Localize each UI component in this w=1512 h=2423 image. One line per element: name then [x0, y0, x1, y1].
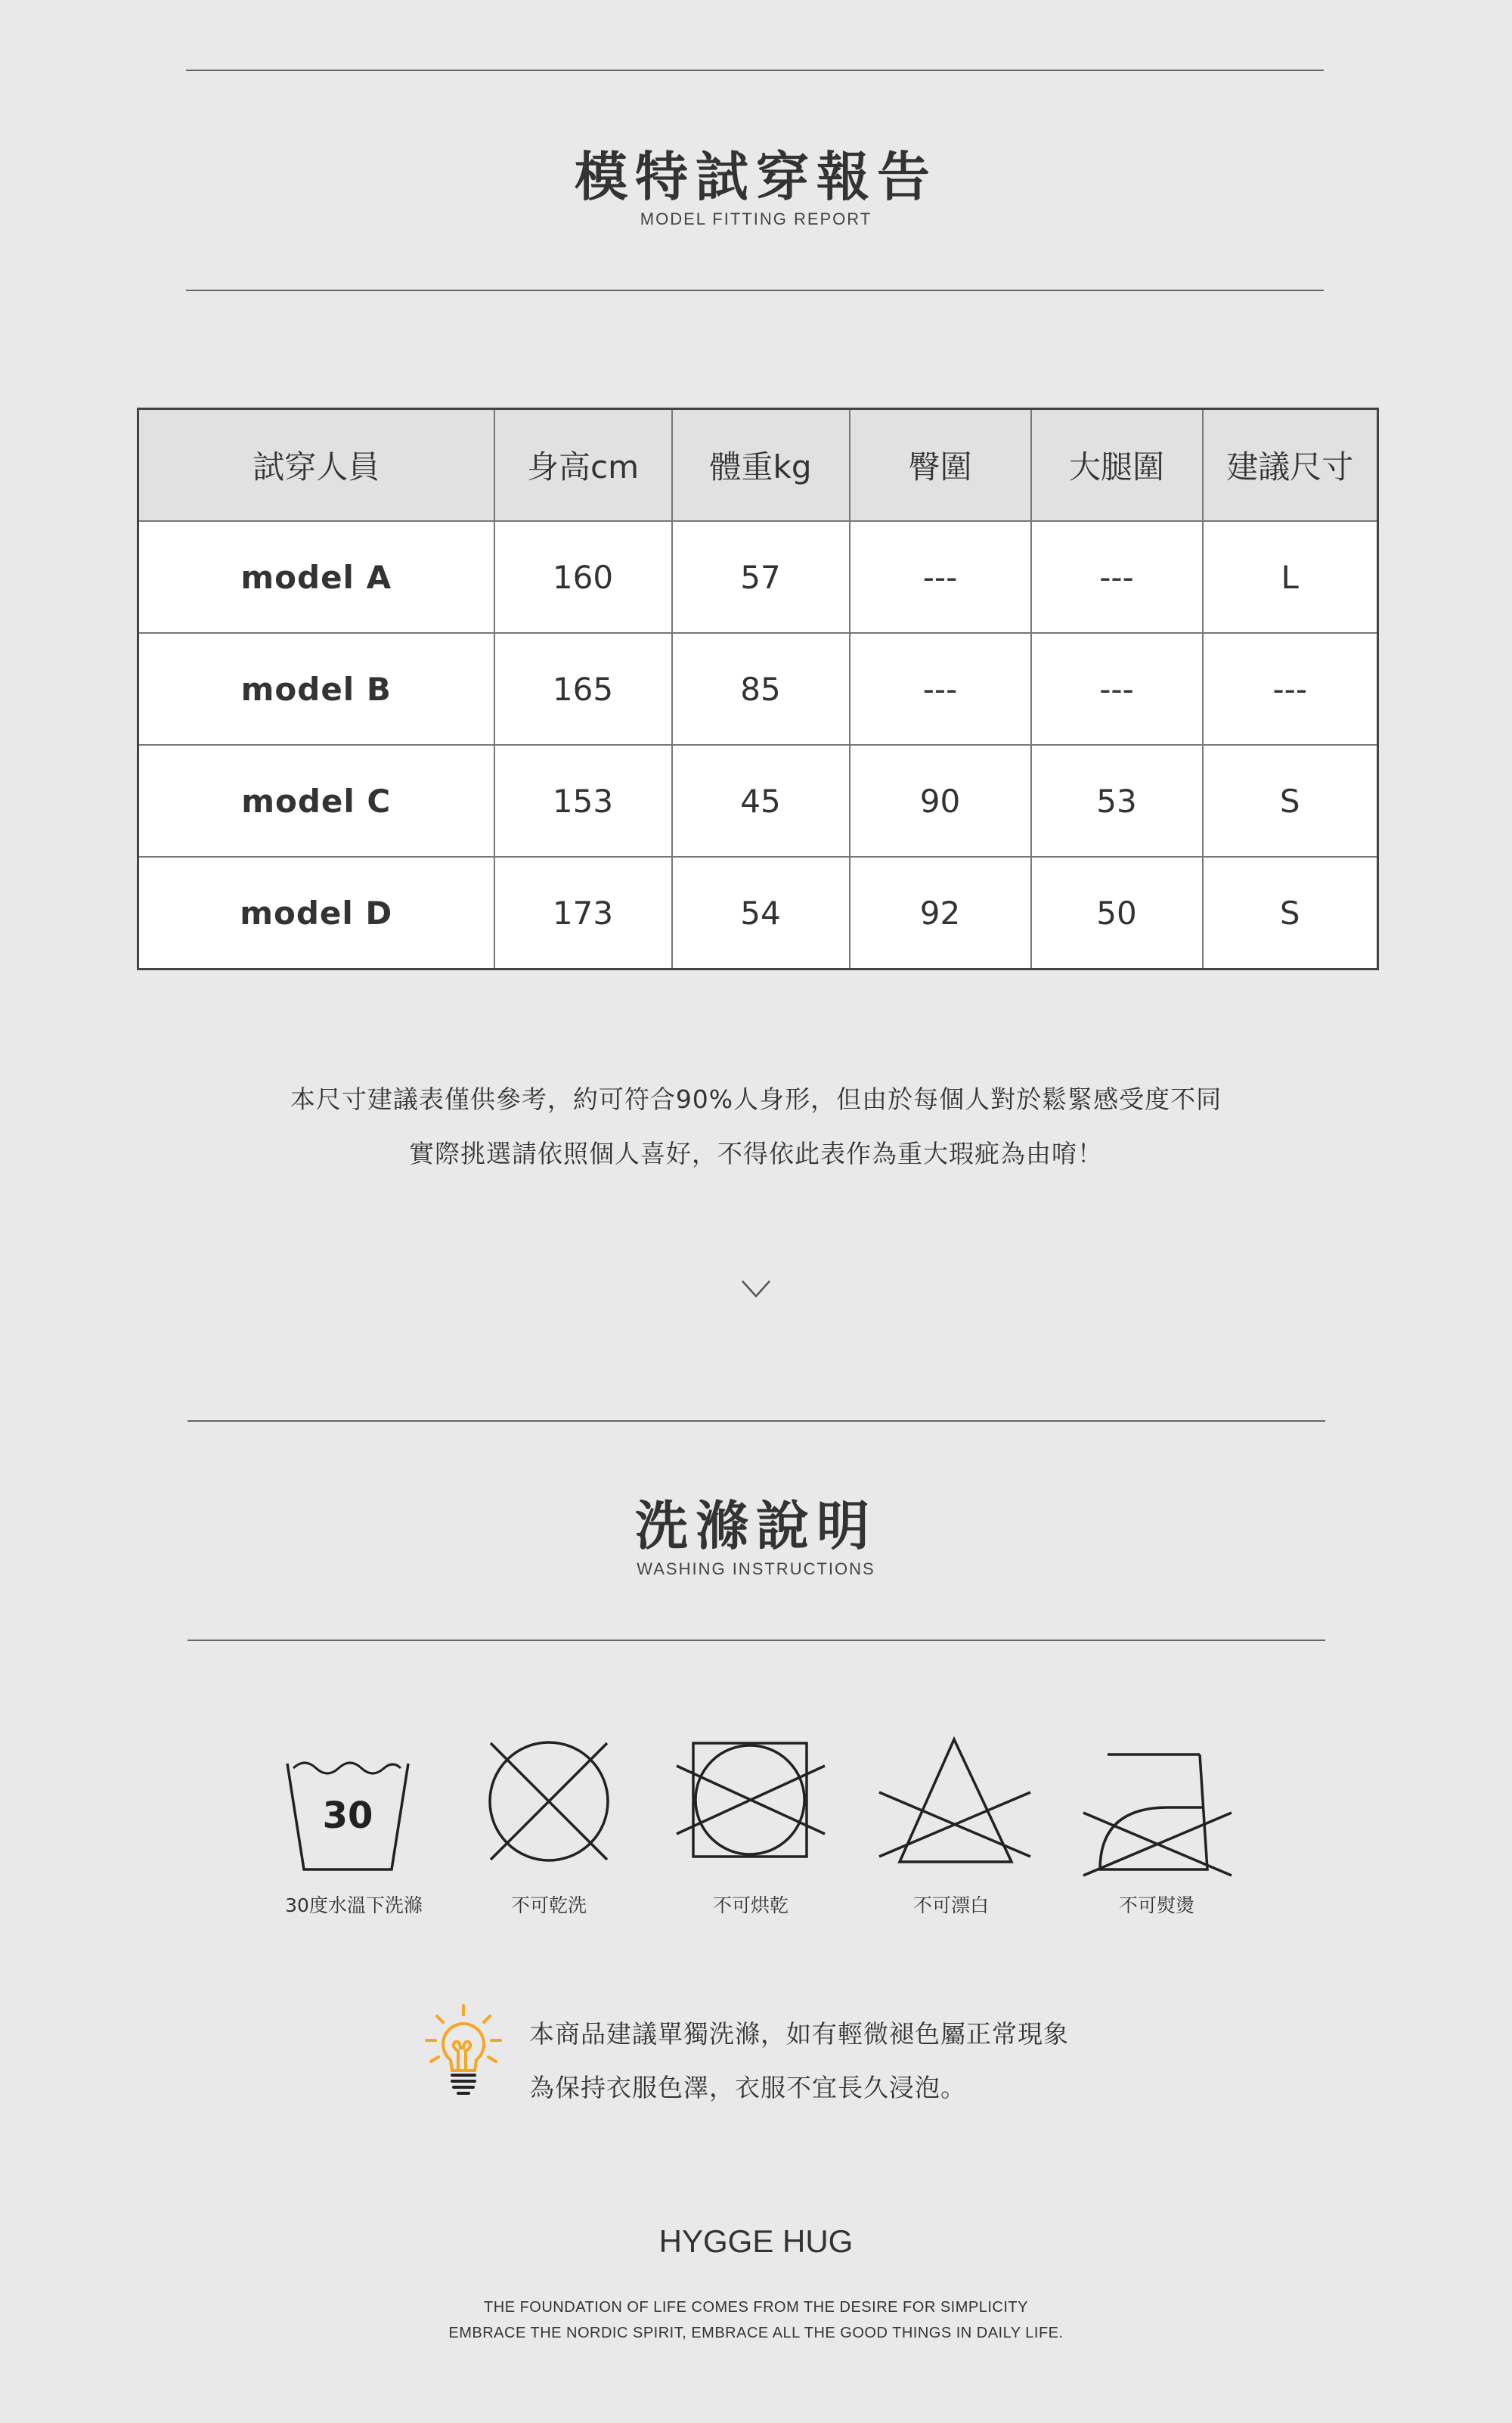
- table-cell: 54: [672, 857, 850, 970]
- table-cell: 85: [672, 633, 850, 745]
- tip-line2: 為保持衣服色澤，衣服不宜長久浸泡。: [529, 2073, 966, 2102]
- table-cell: ---: [1203, 633, 1378, 745]
- no-dry-clean-icon: [488, 1732, 612, 1864]
- table-cell: ---: [850, 521, 1031, 633]
- brand-tagline-line1: THE FOUNDATION OF LIFE COMES FROM THE DESIRE FOR SIMPLICITY: [484, 2299, 1028, 2316]
- model-name-cell: model B: [138, 633, 494, 745]
- no-bleach-icon: [877, 1732, 1032, 1864]
- table-cell: S: [1203, 745, 1378, 857]
- fitting-subtitle: MODEL FITTING REPORT: [640, 209, 872, 228]
- chevron-down-icon: [741, 1280, 771, 1299]
- table-cell: 45: [672, 745, 850, 857]
- table-cell: L: [1203, 521, 1378, 633]
- wash-temp-label: 30: [322, 1795, 373, 1837]
- table-cell: 57: [672, 521, 850, 633]
- table-cell: ---: [1031, 521, 1203, 633]
- wash-30-icon: [280, 1732, 416, 1875]
- no-iron-label: 不可熨燙: [1118, 1894, 1194, 1916]
- washing-title: 洗滌說明: [635, 1495, 877, 1557]
- table-header-row: [138, 409, 1378, 522]
- header-cell: 臀圍: [850, 409, 1031, 522]
- table-cell: 92: [850, 857, 1031, 970]
- divider-washing-top: [187, 1420, 1325, 1422]
- fitting-title: 模特試穿報告: [575, 146, 937, 208]
- table-cell: 50: [1031, 857, 1203, 970]
- header-cell: 體重kg: [672, 409, 850, 522]
- table-cell: S: [1203, 857, 1378, 970]
- header-cell: 身高cm: [494, 409, 672, 522]
- no-iron-icon: [1077, 1732, 1236, 1883]
- size-table: [137, 408, 1379, 970]
- model-name-cell: model C: [138, 745, 494, 857]
- divider-washing-bottom: [187, 1640, 1325, 1641]
- brand-name: HYGGE HUG: [658, 2223, 854, 2259]
- divider-top: [186, 70, 1324, 71]
- no-bleach-label: 不可漂白: [912, 1894, 989, 1916]
- table-cell: 153: [494, 745, 672, 857]
- washing-subtitle: WASHING INSTRUCTIONS: [637, 1559, 875, 1578]
- brand-tagline-line2: EMBRACE THE NORDIC SPIRIT, EMBRACE ALL THE GOOD THINGS IN DAILY LIFE.: [448, 2325, 1064, 2341]
- size-note-line2: 實際挑選請依照個人喜好，不得依此表作為重大瑕疵為由唷！: [409, 1139, 1103, 1168]
- table-cell: 53: [1031, 745, 1203, 857]
- table-row: [138, 745, 1378, 857]
- header-cell: 建議尺寸: [1203, 409, 1378, 522]
- tip-line1: 本商品建議單獨洗滌，如有輕微褪色屬正常現象: [529, 2019, 1069, 2049]
- table-cell: 160: [494, 521, 672, 633]
- divider-fitting-bottom: [186, 290, 1324, 291]
- table-row: [138, 857, 1378, 970]
- lightbulb-icon: [422, 2003, 505, 2101]
- table-cell: 90: [850, 745, 1031, 857]
- table-row: [138, 521, 1378, 633]
- model-name-cell: model A: [138, 521, 494, 633]
- no-tumble-dry-icon: [675, 1732, 826, 1864]
- model-name-cell: model D: [138, 857, 494, 970]
- no-dry-clean-label: 不可乾洗: [510, 1894, 587, 1916]
- table-cell: ---: [850, 633, 1031, 745]
- no-tumble-dry-label: 不可烘乾: [712, 1894, 789, 1916]
- table-row: [138, 633, 1378, 745]
- header-cell: 大腿圍: [1031, 409, 1203, 522]
- table-cell: 173: [494, 857, 672, 970]
- wash-30-label: 30度水溫下洗滌: [285, 1894, 423, 1916]
- size-note-line1: 本尺寸建議表僅供參考，約可符合90%人身形，但由於每個人對於鬆緊感受度不同: [290, 1084, 1222, 1114]
- table-cell: 165: [494, 633, 672, 745]
- table-cell: ---: [1031, 633, 1203, 745]
- header-cell: 試穿人員: [138, 409, 494, 522]
